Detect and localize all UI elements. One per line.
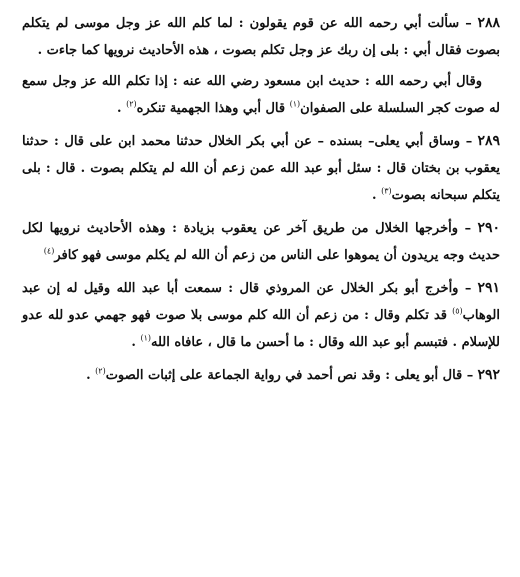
footnote-marker: (٢) <box>95 366 106 376</box>
paragraph-number: ٢٨٩ <box>477 133 500 149</box>
footnote-marker: (١) <box>289 99 301 109</box>
paragraph-number: ٢٩١ <box>477 280 500 296</box>
paragraph-end: . <box>86 368 96 383</box>
paragraph-text: – قال أبو يعلى : وقد نص أحمد في رواية الجماعة على إثبات الصوت <box>105 368 474 383</box>
document-page <box>22 10 500 389</box>
paragraph-text-continued: قد تكلم وقال : من زعم أن الله كلم موسى بلا صوت فهو جهمي عدو لله عدو للإسلام . فتبسم أبو عبد الله وقال : ما أحسن ما قال ، عافاه الله <box>22 308 500 350</box>
paragraph-end: . <box>117 101 127 116</box>
footnote-marker: (٢) <box>126 99 137 109</box>
paragraph-text: – وساق أبي يعلى– بسنده – عن أبي بكر الخلال حدثنا محمد ابن على قال : حدثنا يعقوب بن بختان قال : سئل أبو عبد الله عمن زعم أن الله لم يتكلم بصوت . قال : بلى يتكلم سبحانه بصوت <box>22 134 500 203</box>
paragraph-text: – وأخرجها الخلال من طريق آخر عن يعقوب بزيادة : وهذه الأحاديث نرويها لكل حديث وجه يريدون أن يموهوا على الناس من زعم أن الله لم يكلم موسى فهو كافر <box>22 221 500 263</box>
paragraph-text: وقال أبي رحمه الله : حديث ابن مسعود رضي الله عنه : إذا تكلم الله عز وجل سمع له صوت كجر السلسلة على الصفوان <box>22 74 500 116</box>
paragraph-ibn-masud <box>22 68 500 122</box>
paragraph-291 <box>22 275 500 356</box>
paragraph-number: ٢٩٠ <box>477 220 500 236</box>
footnote-marker: (١) <box>140 333 152 343</box>
paragraph-end: . <box>372 188 382 203</box>
footnote-marker: (٣) <box>381 186 392 196</box>
paragraph-number: ٢٩٢ <box>477 367 500 383</box>
paragraph-number: ٢٨٨ <box>477 15 500 31</box>
footnote-marker: (٤) <box>43 246 55 256</box>
paragraph-288 <box>22 10 500 64</box>
paragraph-end: . <box>131 335 141 350</box>
paragraph-289 <box>22 128 500 209</box>
footnote-marker: (٥) <box>452 306 463 316</box>
paragraph-292 <box>22 362 500 389</box>
paragraph-290 <box>22 215 500 269</box>
paragraph-text-continued: قال أبي وهذا الجهمية تنكره <box>136 101 290 116</box>
paragraph-text: – وأخرج أبو بكر الخلال عن المروذي قال : سمعت أبا عبد الله وقيل له إن عبد الوهاب <box>22 281 500 323</box>
paragraph-text: – سألت أبي رحمه الله عن قوم يقولون : لما كلم الله عز وجل موسى لم يتكلم بصوت فقال أبي : بلى إن ربك عز وجل تكلم بصوت ، هذه الأحاديث نرويها كما جاءت . <box>22 16 500 58</box>
